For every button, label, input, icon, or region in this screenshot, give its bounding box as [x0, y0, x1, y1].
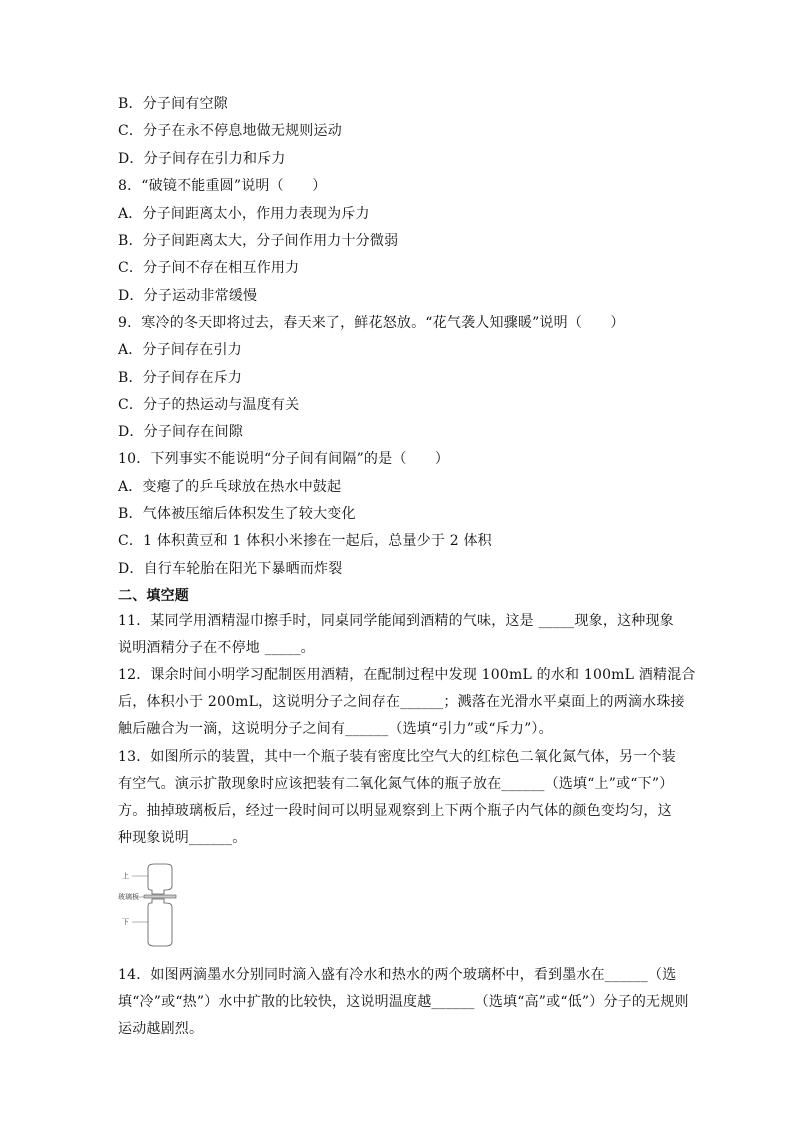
upper-bottle	[148, 864, 172, 894]
option-10a: A．变瘪了的乒乓球放在热水中鼓起	[118, 479, 342, 495]
question-11-line-2: 说明酒精分子在不停地 _____。	[118, 640, 315, 656]
option-9d: D．分子间存在间隙	[118, 424, 244, 440]
option-8d: D．分子运动非常缓慢	[118, 288, 258, 304]
question-10: 10．下列事实不能说明“分子间有间隔”的是（ ）	[118, 451, 450, 467]
question-12-line-1: 12．课余时间小明学习配制医用酒精，在配制过程中发现 100mL 的水和 100mL 酒精混合	[118, 667, 696, 683]
question-14-line-1: 14．如图两滴墨水分别同时滴入盛有冷水和热水的两个玻璃杯中，看到墨水在______（选	[118, 967, 677, 983]
option-7c: C．分子在永不停息地做无规则运动	[118, 123, 342, 139]
question-14-line-2: 填“冷”或“热”）水中扩散的比较快，这说明温度越______（选填“高”或“低”）分子的无规则	[118, 994, 689, 1010]
option-7d: D．分子间存在引力和斥力	[118, 151, 286, 167]
question-12-line-3: 触后融合为一滴，这说明分子之间有______（选填“引力”或“斥力”）。	[118, 721, 553, 737]
top-label: 上	[122, 872, 129, 880]
question-12-line-2: 后，体积小于 200mL，这说明分子之间存在______；溅落在光滑水平桌面上的两滴水珠接	[118, 694, 685, 710]
question-13	[118, 744, 678, 852]
bottom-label: 下	[122, 918, 129, 926]
lower-bottle	[148, 899, 172, 946]
diffusion-bottles-svg	[118, 860, 178, 950]
question-11	[118, 608, 678, 662]
question-11-line-1: 11．某同学用酒精湿巾擦手时，同桌同学能闻到酒精的气味，这是 _____现象，这种现象	[118, 613, 674, 629]
question-13-line-1: 13．如图所示的装置，其中一个瓶子装有密度比空气大的红棕色二氧化氮气体，另一个装	[118, 749, 676, 765]
option-8b: B．分子间距离太大，分子间作用力十分微弱	[118, 233, 399, 249]
glass-plate-label: 玻璃板	[118, 893, 139, 901]
question-12	[118, 662, 696, 743]
option-7b: B．分子间有空隙	[118, 96, 228, 112]
option-9b: B．分子间存在斥力	[118, 370, 243, 386]
option-8a: A．分子间距离太小，作用力表现为斥力	[118, 206, 370, 222]
section-heading-fill-in: 二、填空题	[118, 588, 189, 604]
option-10b: B．气体被压缩后体积发生了较大变化	[118, 506, 356, 522]
option-9c: C．分子的热运动与温度有关	[118, 397, 300, 413]
question-14	[118, 962, 689, 1043]
option-10c: C．1 体积黄豆和 1 体积小米掺在一起后，总量少于 2 体积	[118, 533, 492, 549]
question-13-line-4: 种现象说明______。	[118, 830, 247, 846]
diffusion-bottles-diagram	[118, 860, 178, 950]
question-8: 8．“破镜不能重圆”说明（ ）	[118, 178, 327, 194]
option-10d: D．自行车轮胎在阳光下暴晒而炸裂	[118, 561, 343, 577]
glass-plate	[144, 895, 176, 898]
option-9a: A．分子间存在引力	[118, 342, 242, 358]
option-8c: C．分子间不存在相互作用力	[118, 260, 300, 276]
question-14-line-3: 运动越剧烈。	[118, 1021, 204, 1037]
question-9: 9．寒冷的冬天即将过去，春天来了，鲜花怒放。“花气袭人知骤暖”说明（ ）	[118, 315, 625, 331]
question-13-line-2: 有空气。演示扩散现象时应该把装有二氧化氮气体的瓶子放在______（选填“上”或“下”）	[118, 776, 674, 792]
question-13-line-3: 方。抽掉玻璃板后，经过一段时间可以明显观察到上下两个瓶子内气体的颜色变均匀，这	[118, 803, 672, 819]
